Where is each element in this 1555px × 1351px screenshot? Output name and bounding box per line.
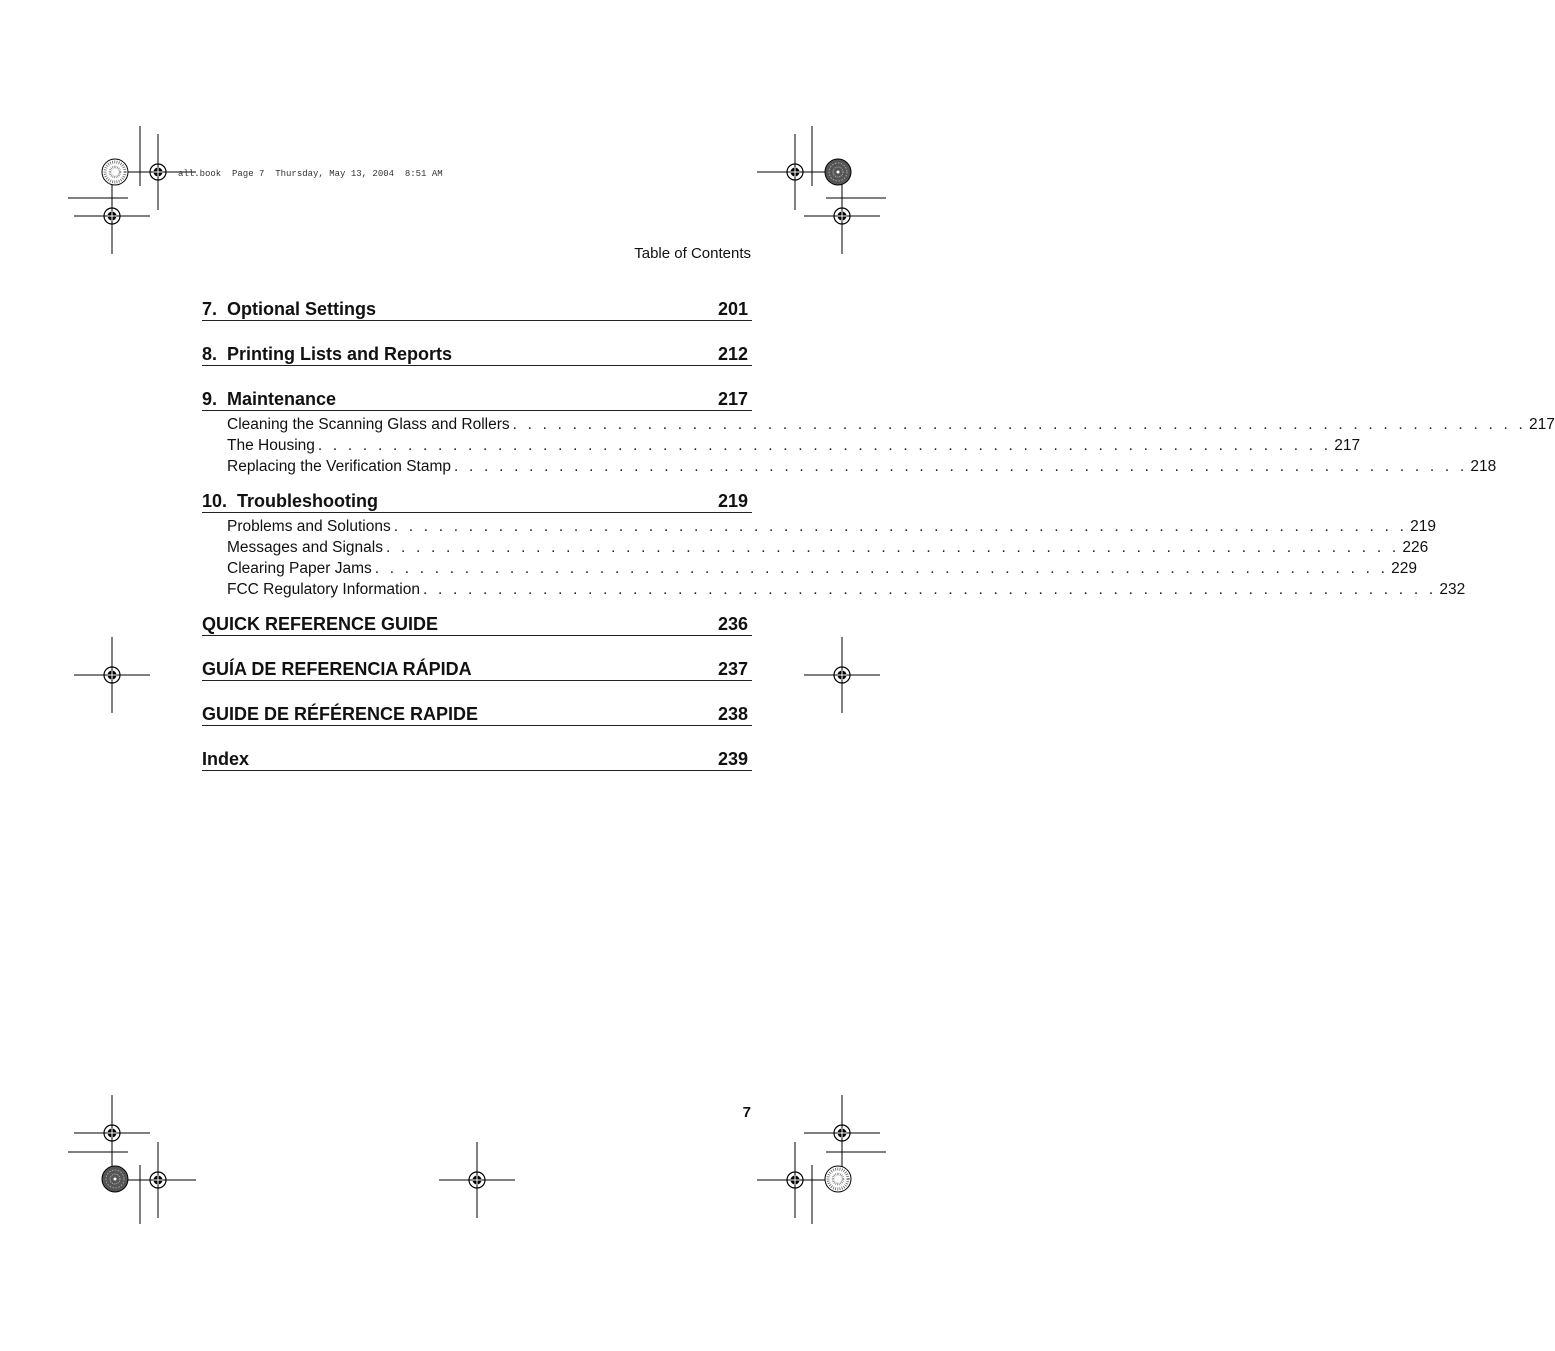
section-list bbox=[202, 411, 1555, 477]
starburst-icon bbox=[825, 159, 851, 185]
crosshair-icon bbox=[804, 1095, 880, 1171]
toc-chapter bbox=[202, 487, 1466, 600]
starburst-icon bbox=[102, 159, 128, 185]
table-of-contents bbox=[202, 295, 1555, 771]
chapter-page: 236 bbox=[717, 614, 748, 634]
dot-leader: . . . . . . . . . . . . . . . . . . . . . . . . . . . . . . . . . . . . . . . . . . . . . . . . . . . . . . . . . . . . . . . . . . . . bbox=[393, 518, 1408, 535]
list-item[interactable] bbox=[227, 456, 1497, 477]
section-list bbox=[202, 513, 1466, 600]
section-page: 218 bbox=[1470, 458, 1497, 475]
section-label: Clearing Paper Jams bbox=[227, 560, 372, 577]
chapter-title: GUÍA DE REFERENCIA RÁPIDA bbox=[202, 659, 472, 679]
chapter-heading[interactable] bbox=[202, 745, 752, 771]
section-page: 217 bbox=[1529, 416, 1555, 433]
dot-leader: . . . . . . . . . . . . . . . . . . . . . . . . . . . . . . . . . . . . . . . . . . . . . . . . . . . . . . . . . . . . . . . . . . . . bbox=[422, 581, 1437, 598]
toc-chapter bbox=[202, 295, 752, 321]
toc-chapter bbox=[202, 700, 752, 726]
chapter-spacer bbox=[202, 600, 752, 610]
chapter-spacer bbox=[202, 321, 752, 340]
running-head: Table of Contents bbox=[634, 245, 751, 262]
chapter-title: 9. Maintenance bbox=[202, 389, 337, 409]
dot-leader: . . . . . . . . . . . . . . . . . . . . . . . . . . . . . . . . . . . . . . . . . . . . . . . . . . . . . . . . . . . . . . . . . . . . bbox=[374, 560, 1389, 577]
chapter-page: 237 bbox=[717, 659, 748, 679]
section-label: Problems and Solutions bbox=[227, 518, 391, 535]
chapter-spacer bbox=[202, 726, 752, 745]
chapter-title: 10. Troubleshooting bbox=[202, 491, 379, 511]
crosshair-icon bbox=[757, 134, 833, 210]
chapter-heading[interactable] bbox=[202, 295, 752, 321]
crosshair-icon bbox=[74, 637, 150, 713]
chapter-page: 212 bbox=[717, 344, 748, 364]
section-page: 226 bbox=[1402, 539, 1429, 556]
section-label: FCC Regulatory Information bbox=[227, 581, 420, 598]
chapter-page: 201 bbox=[717, 299, 748, 319]
chapter-spacer bbox=[202, 477, 752, 487]
crosshair-icon bbox=[74, 1095, 150, 1171]
chapter-spacer bbox=[202, 636, 752, 655]
dot-leader: . . . . . . . . . . . . . . . . . . . . . . . . . . . . . . . . . . . . . . . . . . . . . . . . . . . . . . . . . . . . . . . . . . . . bbox=[512, 416, 1526, 433]
list-item[interactable] bbox=[227, 579, 1466, 600]
dot-leader: . . . . . . . . . . . . . . . . . . . . . . . . . . . . . . . . . . . . . . . . . . . . . . . . . . . . . . . . . . . . . . . . . . . . bbox=[317, 437, 1332, 454]
chapter-heading[interactable] bbox=[202, 610, 752, 636]
page-number: 7 bbox=[742, 1104, 751, 1121]
section-label: The Housing bbox=[227, 437, 315, 454]
chapter-spacer bbox=[202, 681, 752, 700]
crosshair-icon bbox=[120, 1142, 196, 1218]
list-item[interactable] bbox=[227, 414, 1555, 435]
crosshair-icon bbox=[439, 1142, 515, 1218]
section-page: 219 bbox=[1410, 518, 1436, 535]
chapter-page: 239 bbox=[717, 749, 748, 769]
list-item[interactable] bbox=[227, 435, 1361, 456]
chapter-page: 217 bbox=[717, 389, 748, 409]
chapter-heading[interactable] bbox=[202, 655, 752, 681]
chapter-title: 8. Printing Lists and Reports bbox=[202, 344, 453, 364]
chapter-heading[interactable] bbox=[202, 385, 752, 411]
dot-leader: . . . . . . . . . . . . . . . . . . . . . . . . . . . . . . . . . . . . . . . . . . . . . . . . . . . . . . . . . . . . . . . . . . . . bbox=[454, 458, 1468, 475]
toc-chapter bbox=[202, 610, 752, 636]
list-item[interactable] bbox=[227, 516, 1436, 537]
chapter-page: 238 bbox=[717, 704, 748, 724]
starburst-icon bbox=[102, 1166, 128, 1192]
list-item[interactable] bbox=[227, 558, 1417, 579]
toc-chapter bbox=[202, 385, 1555, 477]
section-label: Cleaning the Scanning Glass and Rollers bbox=[227, 416, 510, 433]
toc-chapter bbox=[202, 745, 752, 771]
crosshair-icon bbox=[804, 637, 880, 713]
chapter-title: 7. Optional Settings bbox=[202, 299, 377, 319]
section-page: 229 bbox=[1391, 560, 1417, 577]
section-label: Replacing the Verification Stamp bbox=[227, 458, 452, 475]
crosshair-icon bbox=[804, 178, 880, 254]
section-label: Messages and Signals bbox=[227, 539, 383, 556]
crosshair-icon bbox=[74, 178, 150, 254]
chapter-title: Index bbox=[202, 749, 250, 769]
chapter-title: QUICK REFERENCE GUIDE bbox=[202, 614, 439, 634]
print-slug: all.book Page 7 Thursday, May 13, 2004 8:51 AM bbox=[178, 169, 443, 179]
chapter-heading[interactable] bbox=[202, 340, 752, 366]
chapter-heading[interactable] bbox=[202, 700, 752, 726]
toc-chapter bbox=[202, 655, 752, 681]
starburst-icon bbox=[825, 1166, 851, 1192]
dot-leader: . . . . . . . . . . . . . . . . . . . . . . . . . . . . . . . . . . . . . . . . . . . . . . . . . . . . . . . . . . . . . . . . . . . . bbox=[385, 539, 1400, 556]
crosshair-icon bbox=[757, 1142, 833, 1218]
chapter-title: GUIDE DE RÉFÉRENCE RAPIDE bbox=[202, 704, 479, 724]
list-item[interactable] bbox=[227, 537, 1429, 558]
chapter-spacer bbox=[202, 366, 752, 385]
chapter-heading[interactable] bbox=[202, 487, 752, 513]
section-page: 217 bbox=[1334, 437, 1361, 454]
section-page: 232 bbox=[1439, 581, 1466, 598]
toc-chapter bbox=[202, 340, 752, 366]
chapter-page: 219 bbox=[717, 491, 748, 511]
